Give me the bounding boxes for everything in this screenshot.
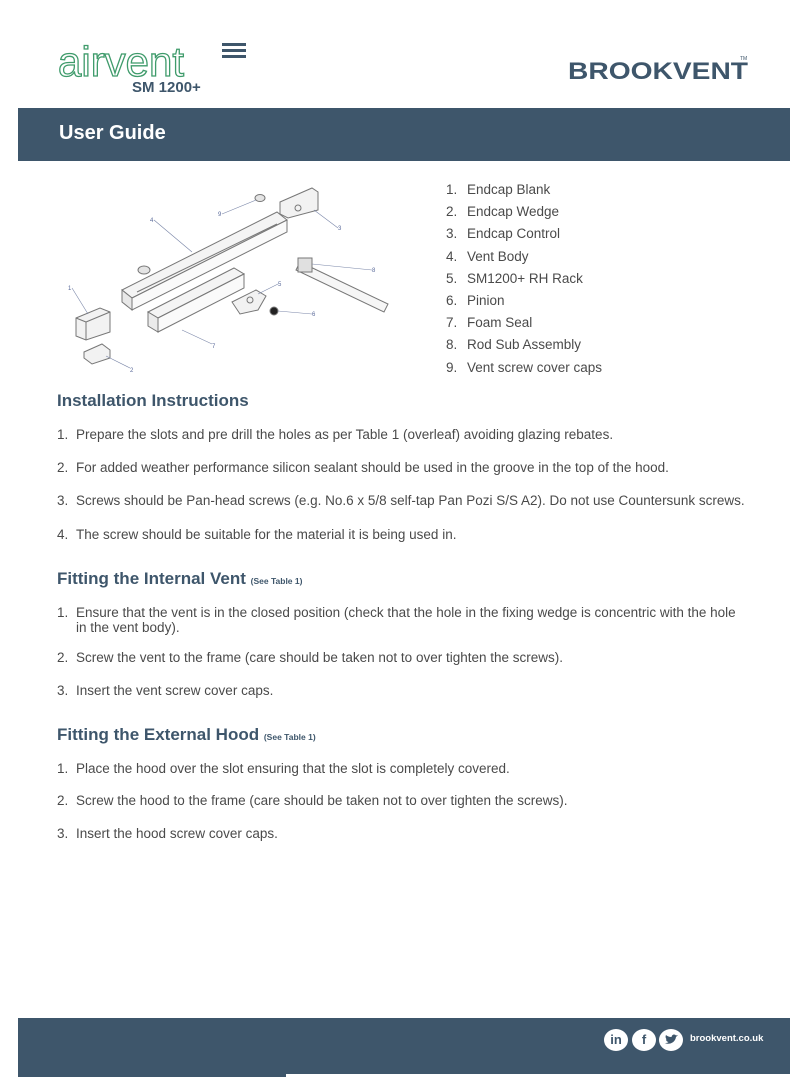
list-item: 3. Endcap Control	[446, 226, 561, 242]
parts-list	[446, 180, 602, 380]
internal-vent-step: 3. Insert the vent screw cover caps.	[57, 683, 274, 698]
callout-4: 4	[150, 218, 154, 224]
callout-3: 3	[338, 226, 342, 232]
installation-step: 3. Screws should be Pan-head screws (e.g. No.6 x 5/8 self-tap Pan Pozi S/S A2). Do not use Countersunk screws.	[57, 493, 745, 508]
external-hood-heading: Fitting the External Hood (See Table 1)	[57, 725, 316, 744]
brookvent-logo	[568, 54, 752, 84]
list-item: 2. Endcap Wedge	[446, 204, 560, 220]
footer-band	[18, 1018, 790, 1074]
airvent-model-text: SM 1200+	[132, 79, 201, 96]
airvent-logo	[58, 40, 258, 96]
callout-2: 2	[130, 368, 134, 374]
internal-vent-ref: (See Table 1)	[250, 576, 303, 586]
external-hood-step: 3. Insert the hood screw cover caps.	[57, 826, 278, 841]
header-band	[18, 108, 790, 161]
list-item: 4. Vent Body	[446, 248, 529, 264]
installation-heading: Installation Instructions	[57, 391, 249, 410]
list-item: 6. Pinion	[446, 292, 505, 308]
internal-vent-step: 2. Screw the vent to the frame (care should be taken not to over tighten the screws).	[57, 650, 564, 665]
exploded-diagram	[62, 180, 402, 376]
facebook-icon[interactable]: f	[632, 1029, 656, 1051]
callout-5: 5	[278, 282, 282, 288]
external-hood-ref: (See Table 1)	[263, 732, 316, 742]
svg-text:TM: TM	[740, 56, 748, 62]
airvent-logo-text: airvent	[58, 40, 185, 85]
installation-step: 2. For added weather performance silicon sealant should be used in the groove in the top of the hood.	[57, 460, 669, 475]
callout-8: 8	[372, 268, 376, 274]
list-item: 8. Rod Sub Assembly	[446, 337, 582, 353]
external-hood-step: 2. Screw the hood to the frame (care should be taken not to over tighten the screws).	[57, 793, 568, 808]
internal-vent-step: 1. Ensure that the vent is in the closed position (check that the hole in the fixing wedge is concentric with the hole in the vent body).	[57, 605, 736, 635]
footer-url[interactable]: brookvent.co.uk	[690, 1033, 764, 1044]
brookvent-logo-text: BROOKVENT	[568, 58, 749, 84]
installation-step: 1. Prepare the slots and pre drill the holes as per Table 1 (overleaf) avoiding glazing rebates.	[57, 427, 614, 442]
external-hood-step: 1. Place the hood over the slot ensuring that the slot is completely covered.	[57, 761, 510, 776]
list-item: 5. SM1200+ RH Rack	[446, 270, 583, 286]
internal-vent-heading: Fitting the Internal Vent (See Table 1)	[57, 569, 303, 588]
list-item: 1. Endcap Blank	[446, 182, 551, 197]
list-item: 9. Vent screw cover caps	[446, 359, 603, 375]
callout-1: 1	[68, 286, 72, 292]
page-title: User Guide	[59, 122, 166, 144]
list-item: 7. Foam Seal	[446, 315, 533, 331]
callout-7: 7	[212, 344, 216, 350]
twitter-icon[interactable]	[659, 1029, 683, 1051]
callout-9: 9	[218, 212, 222, 218]
linkedin-icon[interactable]: in	[604, 1029, 628, 1051]
installation-step: 4. The screw should be suitable for the material it is being used in.	[57, 527, 457, 542]
callout-6: 6	[312, 312, 316, 318]
